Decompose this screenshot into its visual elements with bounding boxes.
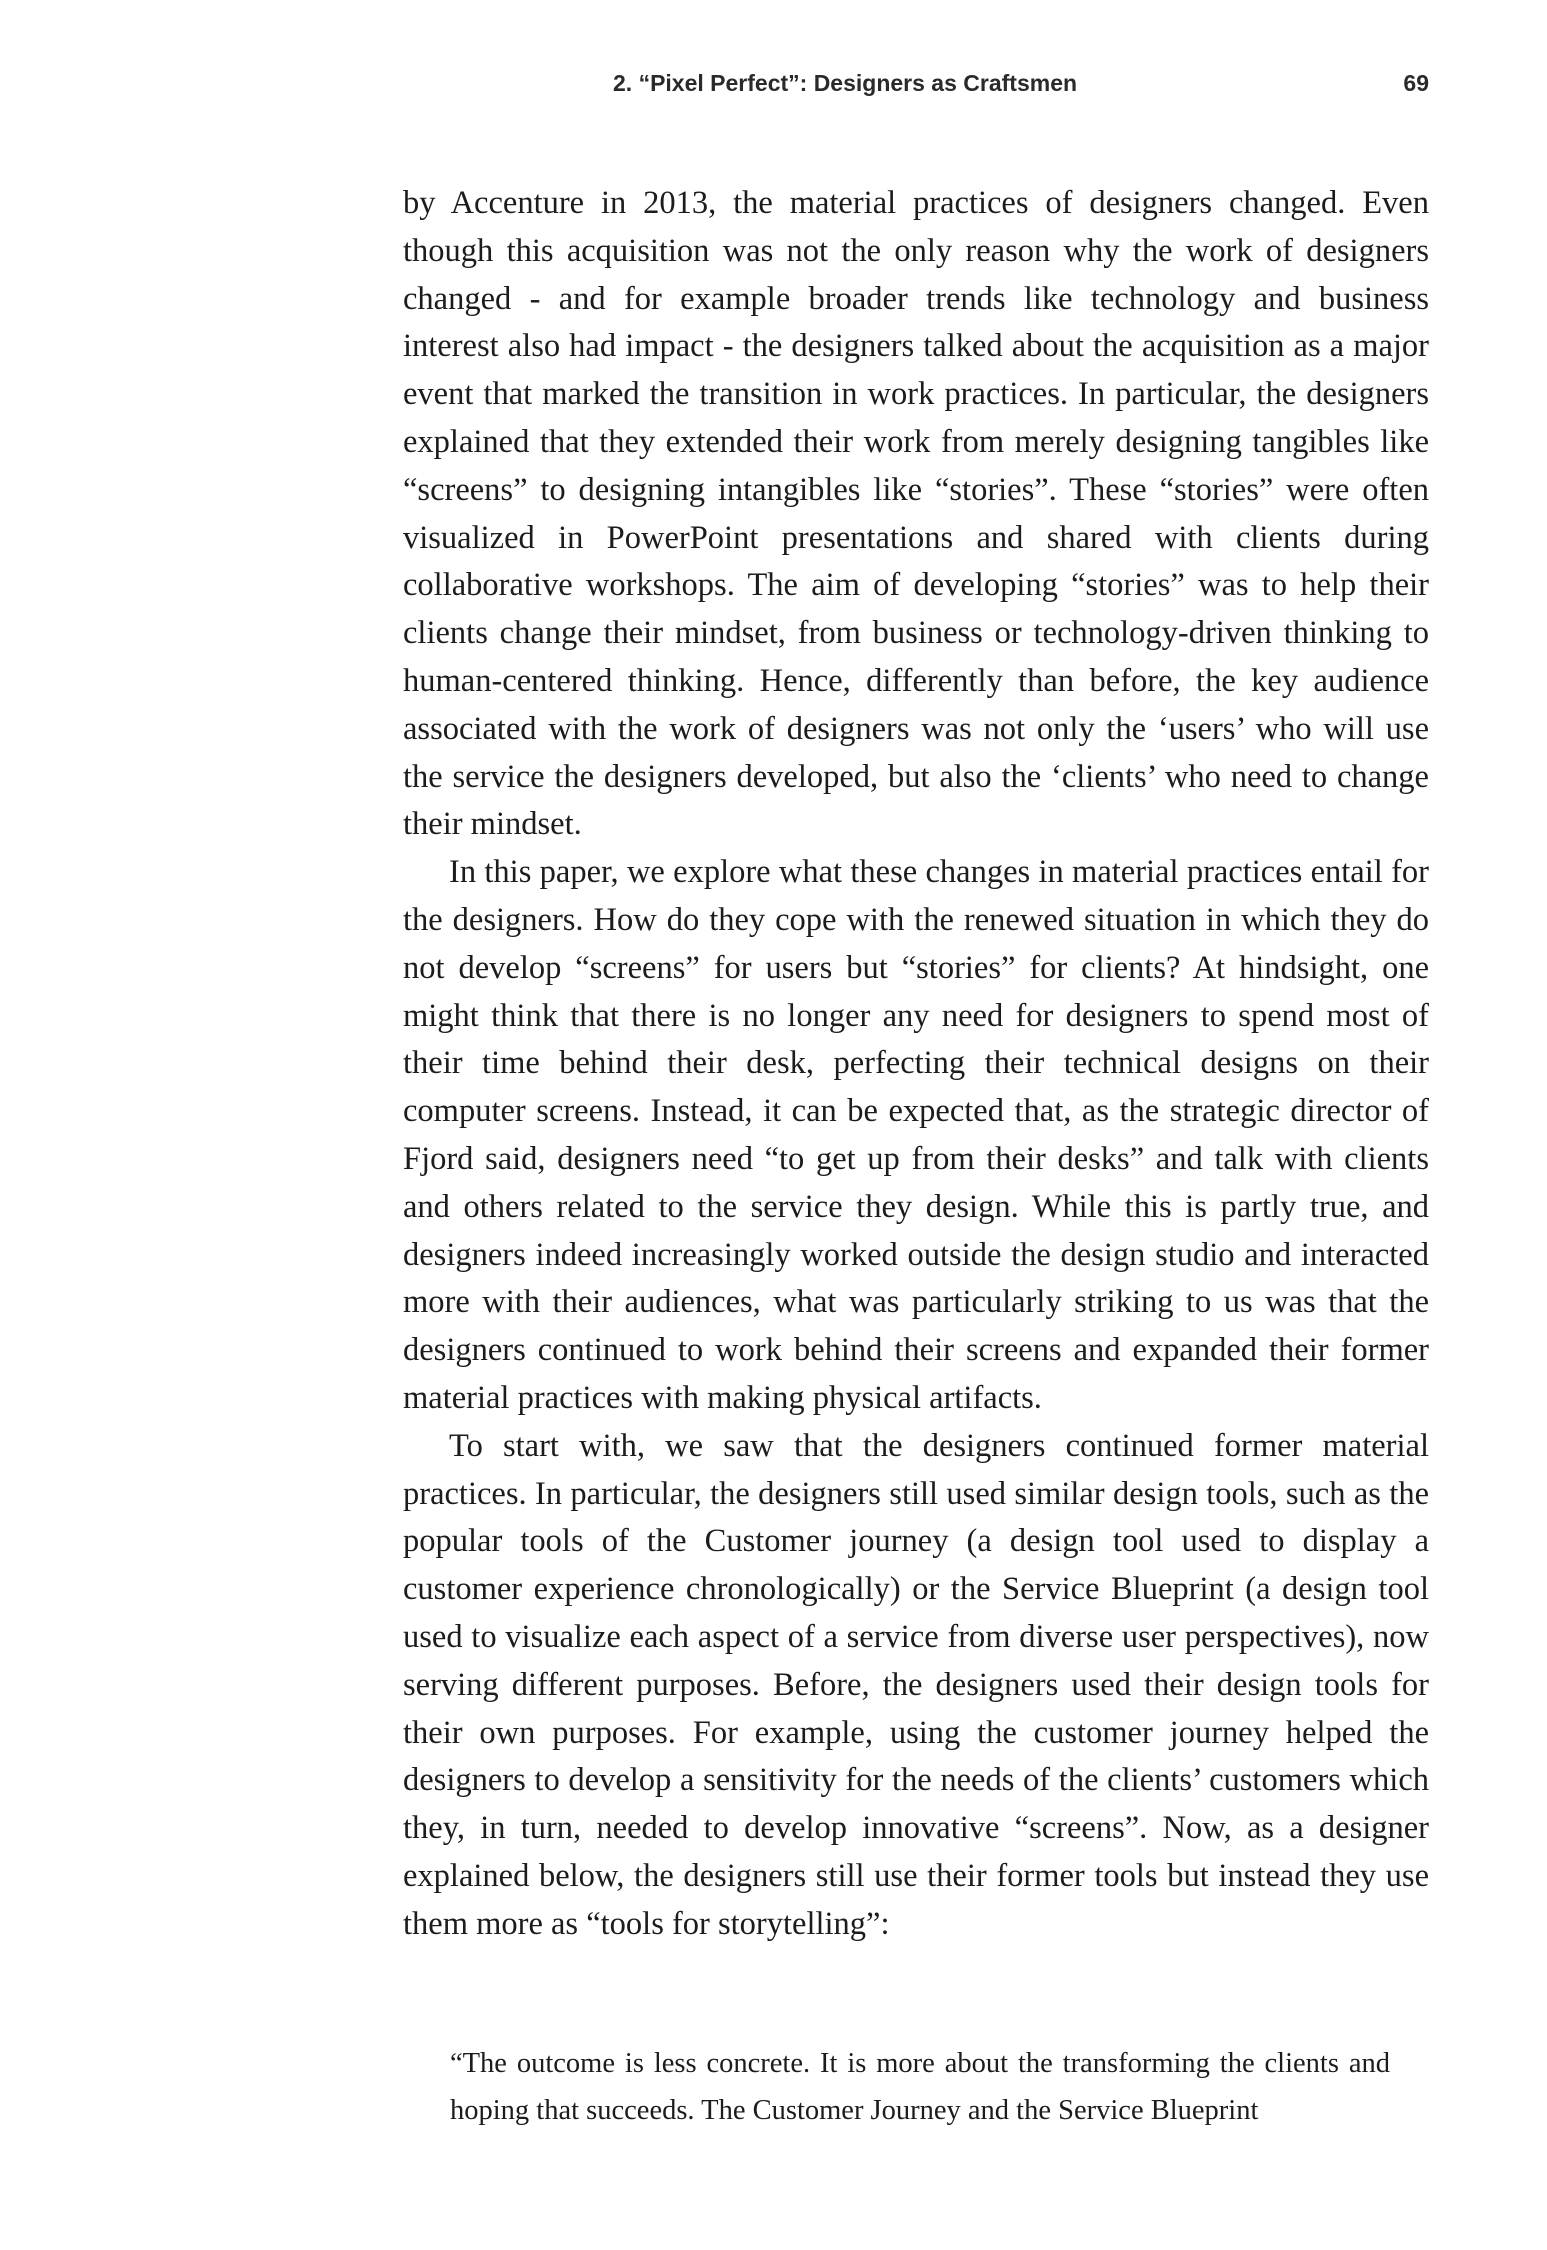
chapter-title: 2. “Pixel Perfect”: Designers as Craftsmen: [613, 70, 1078, 96]
block-quote: [450, 2040, 1390, 2134]
paragraph-1: by Accenture in 2013, the material practices of designers changed. Even though this acquisition was not the only reason why the work of designers changed - and for example broader trends like technology and business interest also had impact - the designers talked about the acquisition as a major event that marked the transition in work practices. In particular, the designers explained that they extended their work from merely designing tangibles like “screens” to designing intangibles like “stories”. These “stories” were often visualized in PowerPoint presentations and shared with clients during collaborative workshops. The aim of developing “stories” was to help their clients change their mindset, from business or technology-driven thinking to human-centered thinking. Hence, differently than before, the key audience associated with the work of designers was not only the ‘users’ who will use the service the designers developed, but also the ‘clients’ who need to change their mindset.: [403, 185, 1429, 843]
body-text: [403, 180, 1429, 1948]
running-head: [403, 70, 1429, 102]
block-quote-text: “The outcome is less concrete. It is more about the transforming the clients and hoping that succeeds. The Customer Journey and the Service Blueprint: [450, 2048, 1390, 2126]
page-number: 69: [1403, 70, 1429, 96]
paragraph-2: In this paper, we explore what these changes in material practices entail for the designers. How do they cope with the renewed situation in which they do not develop “screens” for users but “stories” for clients? At hindsight, one might think that there is no longer any need for designers to spend most of their time behind their desk, perfecting their technical designs on their computer screens. Instead, it can be expected that, as the strategic director of Fjord said, designers need “to get up from their desks” and talk with clients and others related to the service they design. While this is partly true, and designers indeed increasingly worked outside the design studio and interacted more with their audiences, what was particularly striking to us was that the designers continued to work behind their screens and expanded their former material practices with making physical artifacts.: [403, 854, 1429, 1416]
paragraph-3: To start with, we saw that the designers continued former material practices. In particular, the designers still used similar design tools, such as the popular tools of the Customer journey (a design tool used to display a customer experience chronologically) or the Service Blueprint (a design tool used to visualize each aspect of a service from diverse user perspectives), now serving different purposes. Before, the designers used their design tools for their own purposes. For example, using the customer journey helped the designers to develop a sensitivity for the needs of the clients’ customers which they, in turn, needed to develop innovative “screens”. Now, as a designer explained below, the designers still use their former tools but instead they use them more as “tools for storytelling”:: [403, 1427, 1429, 1942]
